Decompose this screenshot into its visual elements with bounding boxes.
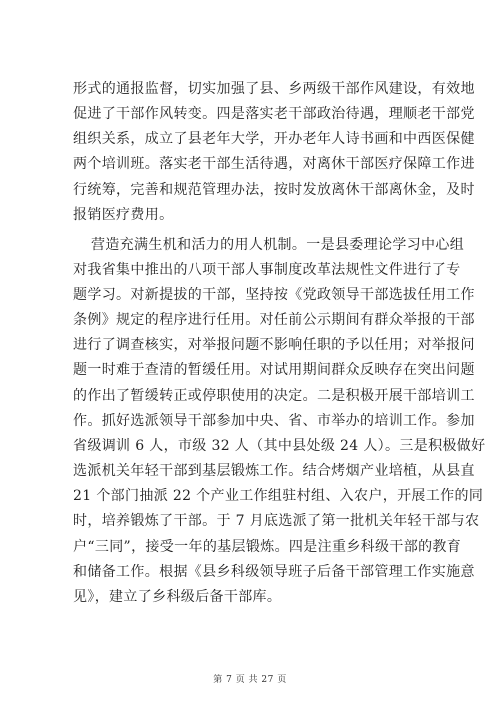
text-line: 形式的通报监督，切实加强了县、乡两级干部作风建设，有效地 (73, 81, 475, 97)
text-line: 省级调训 6 人，市级 32 人（其中县处级 24 人）。三是积极做好 (73, 438, 486, 454)
text-line: 题学习。对新提拔的干部，坚持按《党政领导干部选拔任用工作 (73, 287, 475, 303)
text-line: 进行了调查核实，对举报问题不影响任职的予以任用；对举报问 (73, 337, 475, 353)
text-line: 促进了干部作风转变。四是落实老干部政治待遇，理顺老干部党 (73, 106, 475, 122)
text-line: 户“三同”，接受一年的基层锻炼。四是注重乡科级干部的教育 (73, 539, 462, 555)
text-line: 报销医疗费用。 (73, 207, 174, 223)
text-line: 条例》规定的程序进行任用。对任前公示期间有群众举报的干部 (73, 312, 475, 328)
text-line: 21 个部门抽派 22 个产业工作组驻村组、入农户，开展工作的同 (73, 488, 484, 504)
text-line: 组织关系，成立了县老年大学，开办老年人诗书画和中西医保健 (73, 131, 475, 147)
text-line: 对我省集中推出的八项干部人事制度改革法规性文件进行了专 (73, 262, 461, 278)
text-line: 和储备工作。根据《县乡科级领导班子后备干部管理工作实施意 (73, 564, 475, 580)
text-line: 行统筹，完善和规范管理办法，按时发放离休干部离休金，及时 (73, 182, 475, 198)
text-line: 见》，建立了乡科级后备干部库。 (73, 589, 282, 605)
text-line: 营造充满生机和活力的用人机制。一是县委理论学习中心组 (91, 237, 465, 253)
text-line: 作。抓好选派领导干部参加中央、省、市举办的培训工作。参加 (73, 413, 475, 429)
page-footer: 第 7 页 共 27 页 (213, 675, 287, 685)
text-line: 的作出了暂缓转正或停职使用的决定。二是积极开展干部培训工 (73, 388, 475, 404)
text-line: 两个培训班。落实老干部生活待遇，对离休干部医疗保障工作进 (73, 156, 475, 172)
text-line: 题一时难于查清的暂缓任用。对试用期间群众反映存在突出问题 (73, 362, 475, 378)
text-line: 选派机关年轻干部到基层锻炼工作。结合烤烟产业培植，从县直 (73, 463, 475, 479)
text-line: 时，培养锻炼了干部。于 7 月底选派了第一批机关年轻干部与农 (73, 513, 480, 529)
